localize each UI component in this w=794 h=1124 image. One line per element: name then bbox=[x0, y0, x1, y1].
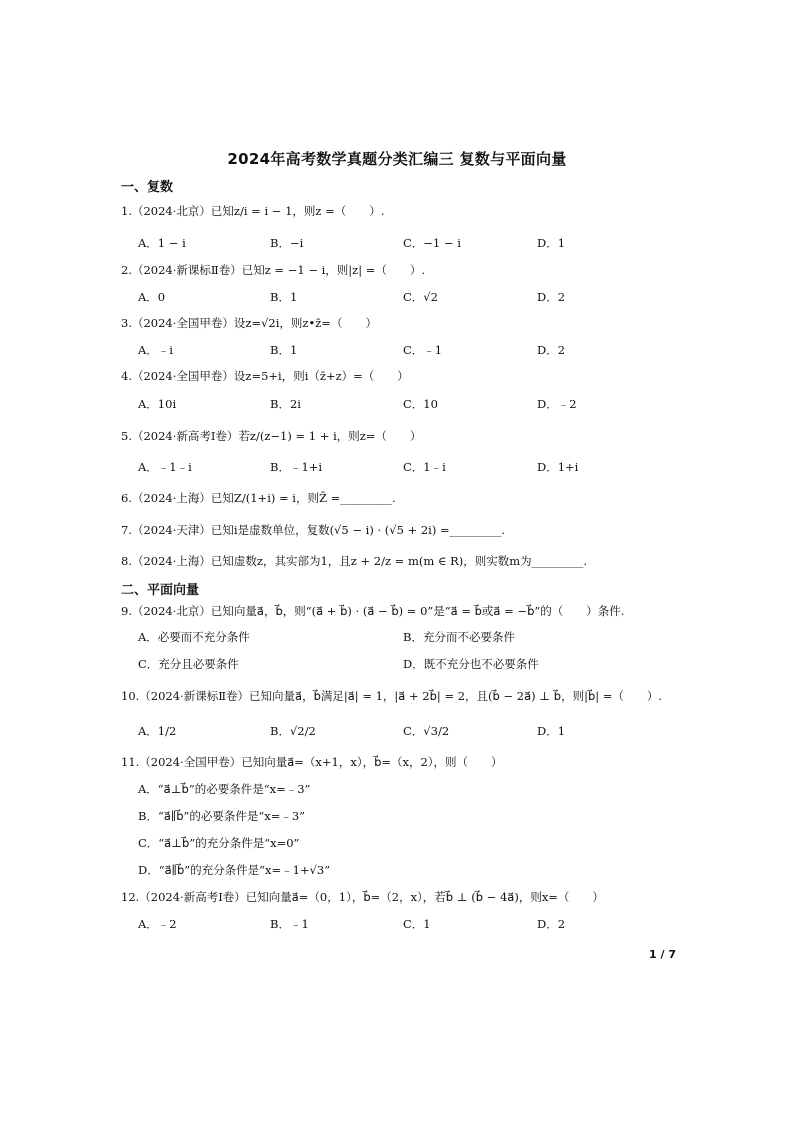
option-d: D．﹣2 bbox=[537, 397, 577, 411]
option-a: A．1 − i bbox=[138, 236, 186, 250]
option-c: C．1﹣i bbox=[403, 460, 446, 474]
option-b: B．2i bbox=[270, 397, 301, 411]
option-c: C．“a⃗⊥b⃗”的充分条件是“x=0” bbox=[138, 836, 300, 850]
option-b: B．−i bbox=[270, 236, 304, 250]
option-d: D．1+i bbox=[537, 460, 579, 474]
option-d: D．既不充分也不必要条件 bbox=[403, 657, 539, 671]
option-a: A．0 bbox=[138, 290, 166, 304]
section-heading-vectors: 二、平面向量 bbox=[121, 583, 200, 598]
option-d: D．1 bbox=[537, 724, 566, 738]
option-a: A．﹣i bbox=[138, 343, 173, 357]
section-heading-complex: 一、复数 bbox=[121, 180, 174, 195]
option-a: A．1/2 bbox=[138, 724, 177, 738]
option-c: C．−1 − i bbox=[403, 236, 461, 250]
question-stem: 7.（2024·天津）已知i是虚数单位，复数(√5 − i) · (√5 + 2i) =_________. bbox=[121, 523, 506, 537]
option-c: C．10 bbox=[403, 397, 438, 411]
option-c: C．√3/2 bbox=[403, 724, 450, 738]
option-b: B．1 bbox=[270, 290, 298, 304]
option-b: B．充分而不必要条件 bbox=[403, 630, 515, 644]
question-stem: 11.（2024·全国甲卷）已知向量a⃗=（x+1，x），b⃗=（x，2），则（ ） bbox=[121, 755, 503, 769]
question-stem: 3.（2024·全国甲卷）设z=√2i，则z•z̄=（ ） bbox=[121, 316, 377, 330]
option-d: D．2 bbox=[537, 290, 566, 304]
option-b: B．“a⃗∥b⃗”的必要条件是“x=﹣3” bbox=[138, 809, 306, 823]
option-d: D．“a⃗∥b⃗”的充分条件是“x=﹣1+√3” bbox=[138, 863, 331, 877]
option-c: C．1 bbox=[403, 917, 431, 931]
option-a: A．﹣2 bbox=[138, 917, 177, 931]
option-d: D．1 bbox=[537, 236, 566, 250]
option-a: A．“a⃗⊥b⃗”的必要条件是“x=﹣3” bbox=[138, 782, 311, 796]
question-stem: 12.（2024·新高考Ⅰ卷）已知向量a⃗=（0，1），b⃗=（2，x），若b⃗ ⊥ (b⃗ − 4a⃗)，则x=（ ） bbox=[121, 890, 604, 904]
option-b: B．﹣1+i bbox=[270, 460, 323, 474]
question-stem: 5.（2024·新高考Ⅰ卷）若z/(z−1) = 1 + i，则z=（ ） bbox=[121, 429, 422, 443]
question-stem: 4.（2024·全国甲卷）设z=5+i，则i（z̄+z）=（ ） bbox=[121, 369, 409, 383]
option-d: D．2 bbox=[537, 343, 566, 357]
option-c: C．√2 bbox=[403, 290, 438, 304]
option-c: C．﹣1 bbox=[403, 343, 443, 357]
option-b: B．√2/2 bbox=[270, 724, 316, 738]
question-stem: 1.（2024·北京）已知z/i = i − 1，则z =（ ）. bbox=[121, 204, 385, 218]
question-stem: 2.（2024·新课标Ⅱ卷）已知z = −1 − i，则|z| =（ ）. bbox=[121, 263, 426, 277]
option-b: B．﹣1 bbox=[270, 917, 309, 931]
question-stem: 8.（2024·上海）已知虚数z，其实部为1，且z + 2/z = m(m ∈ R)，则实数m为_________. bbox=[121, 554, 588, 568]
question-stem: 10.（2024·新课标Ⅱ卷）已知向量a⃗，b⃗满足|a⃗| = 1，|a⃗ + 2b⃗| = 2，且(b⃗ − 2a⃗) ⊥ b⃗，则|b⃗| =（ ）. bbox=[121, 689, 663, 703]
page-number: 1 / 7 bbox=[649, 948, 676, 961]
option-d: D．2 bbox=[537, 917, 566, 931]
option-a: A．﹣1﹣i bbox=[138, 460, 192, 474]
option-a: A．必要而不充分条件 bbox=[138, 630, 250, 644]
page-title: 2024年高考数学真题分类汇编三 复数与平面向量 bbox=[227, 150, 567, 168]
option-a: A．10i bbox=[138, 397, 177, 411]
option-c: C．充分且必要条件 bbox=[138, 657, 239, 671]
question-stem: 9.（2024·北京）已知向量a⃗，b⃗，则“(a⃗ + b⃗) · (a⃗ − b⃗) = 0”是“a⃗ = b⃗或a⃗ = −b⃗”的（ ）条件. bbox=[121, 604, 625, 618]
option-b: B．1 bbox=[270, 343, 298, 357]
question-stem: 6.（2024·上海）已知Z/(1+i) = i，则Z̄ =_________. bbox=[121, 491, 396, 505]
